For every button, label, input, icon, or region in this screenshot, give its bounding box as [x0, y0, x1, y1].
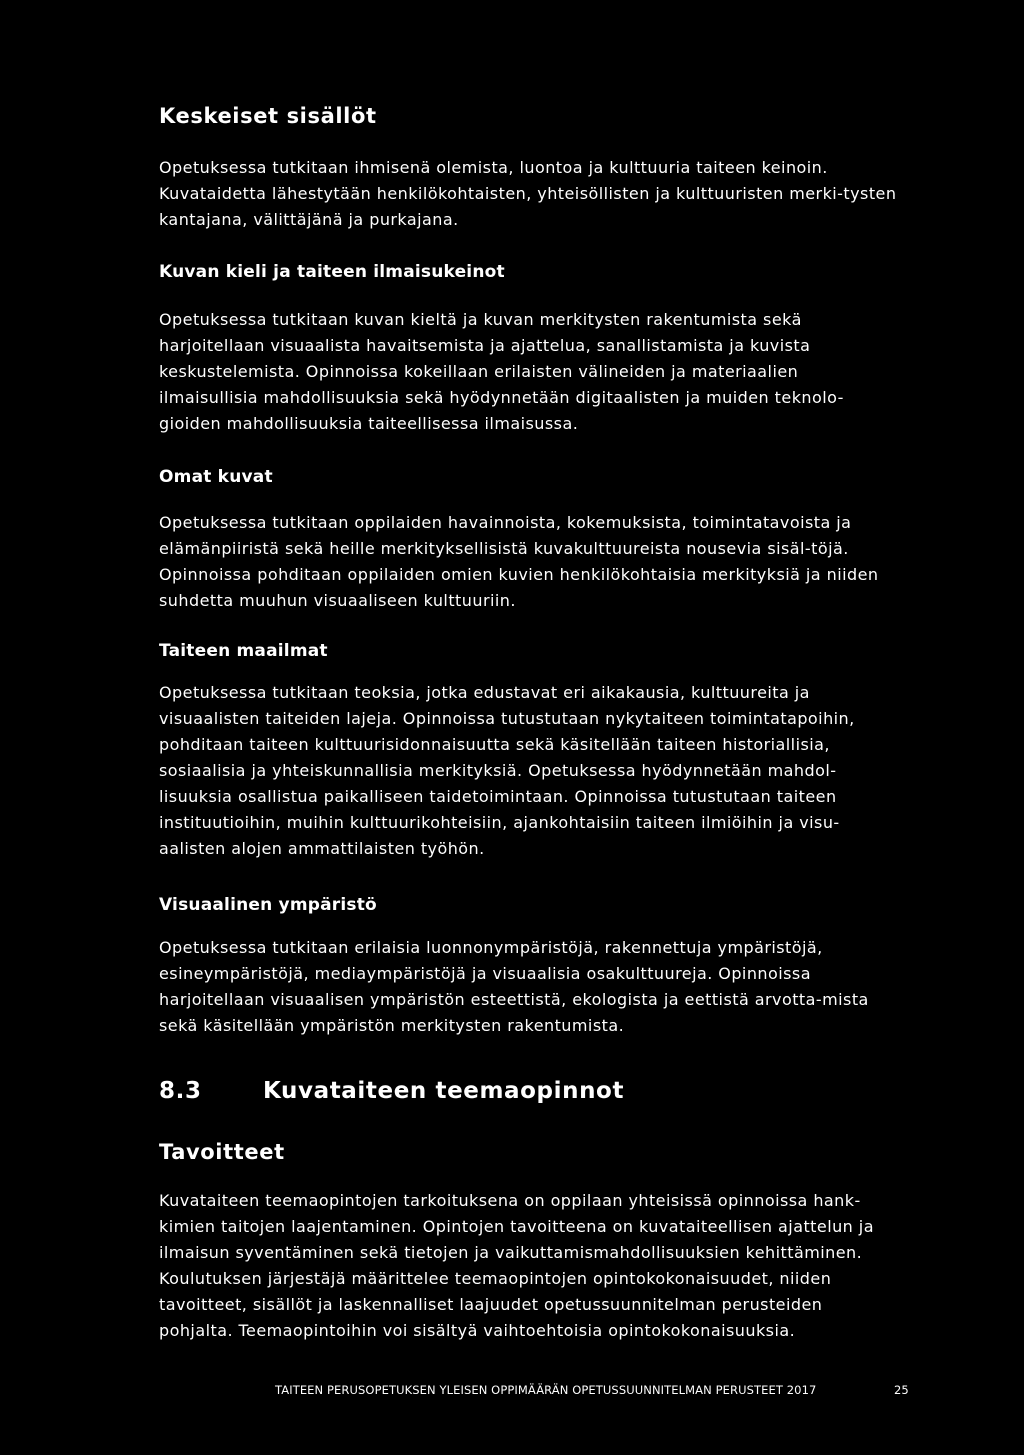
section-keskeiset [159, 104, 899, 128]
body-paragraph: Opetuksessa tutkitaan kuvan kieltä ja kuvan merkitysten rakentumista sekä harjoitellaan visuaalista havaitsemista ja ajattelua, sanallistamista ja kuvista keskustelemista. Opinnoissa kokeillaan erilaisten välineiden ja materiaalien ilmaisullisia mahdollisuuksia sekä hyödynnetään digitaalisten ja muiden teknolo-gioiden mahdollisuuksia taiteellisessa ilmaisussa. [159, 310, 844, 433]
section-keskeiset-body [159, 155, 899, 233]
page-footer-title: TAITEEN PERUSOPETUKSEN YLEISEN OPPIMÄÄRÄN OPETUSSUUNNITELMAN PERUSTEET 2017 [275, 1383, 817, 1397]
section-tavoitteet [159, 1140, 899, 1164]
section-heading: Keskeiset sisällöt [159, 104, 377, 128]
body-paragraph: Opetuksessa tutkitaan oppilaiden havainnoista, kokemuksista, toimintatavoista ja elämänpiiristä sekä heille merkityksellisistä kuvakulttuureista nousevia sisäl-töjä. Opinnoissa pohditaan oppilaiden omien kuvien henkilökohtaisia merkityksiä ja niiden suhdetta muuhun visuaaliseen kulttuuriin. [159, 513, 879, 610]
section-omat-kuvat-body [159, 510, 899, 614]
section-visuaalinen [159, 895, 899, 915]
section-omat-kuvat [159, 467, 899, 487]
subsection-heading: Visuaalinen ympäristö [159, 895, 377, 915]
section-tavoitteet-body [159, 1188, 899, 1344]
chapter-title: Kuvataiteen teemaopinnot [263, 1078, 625, 1104]
section-visuaalinen-body [159, 935, 899, 1039]
section-kuvan-kieli-body [159, 307, 899, 437]
body-paragraph: Opetuksessa tutkitaan erilaisia luonnonympäristöjä, rakennettuja ympäristöjä, esineympäristöjä, mediaympäristöjä ja visuaalisia osakulttuureja. Opinnoissa harjoitellaan visuaalisen ympäristön esteettistä, ekologista ja eettistä arvotta-mista sekä käsitellään ympäristön merkitysten rakentumista. [159, 938, 869, 1035]
body-paragraph: Opetuksessa tutkitaan ihmisenä olemista, luontoa ja kulttuuria taiteen keinoin. Kuvataidetta lähestytään henkilökohtaisten, yhteisöllisten ja kulttuuristen merki-tysten kantajana, välittäjänä ja purkajana. [159, 158, 897, 229]
section-taiteen-maailmat-body [159, 680, 899, 862]
section-heading: Tavoitteet [159, 1140, 285, 1164]
subsection-heading: Omat kuvat [159, 467, 273, 487]
section-taiteen-maailmat [159, 641, 899, 661]
page-number: 25 [894, 1383, 909, 1397]
subsection-heading: Taiteen maailmat [159, 641, 328, 661]
body-paragraph: Kuvataiteen teemaopintojen tarkoituksena on oppilaan yhteisissä opinnoissa hank-kimien taitojen laajentaminen. Opintojen tavoitteena on kuvataiteellisen ajattelun ja ilmaisun syventäminen sekä tietojen ja vaikuttamismahdollisuuksien kehittäminen. Koulutuksen järjestäjä määrittelee teemaopintojen opintokokonaisuudet, niiden tavoitteet, sisällöt ja laskennalliset laajuudet opetussuunnitelman perusteiden pohjalta. Teemaopintoihin voi sisältyä vaihtoehtoisia opintokokonaisuuksia. [159, 1191, 874, 1340]
chapter-number: 8.3 [159, 1078, 202, 1104]
section-kuvan-kieli [159, 262, 899, 282]
subsection-heading: Kuvan kieli ja taiteen ilmaisukeinot [159, 262, 505, 282]
body-paragraph: Opetuksessa tutkitaan teoksia, jotka edustavat eri aikakausia, kulttuureita ja visuaalisten taiteiden lajeja. Opinnoissa tutustutaan nykytaiteen toimintatapoihin, pohditaan taiteen kulttuurisidonnaisuutta sekä käsitellään taiteen historiallisia, sosiaalisia ja yhteiskunnallisia merkityksiä. Opetuksessa hyödynnetään mahdol-lisuuksia osallistua paikalliseen taidetoimintaan. Opinnoissa tutustutaan taiteen instituutioihin, muihin kulttuurikohteisiin, ajankohtaisiin taiteen ilmiöihin ja visu-aalisten alojen ammattilaisten työhön. [159, 683, 855, 858]
